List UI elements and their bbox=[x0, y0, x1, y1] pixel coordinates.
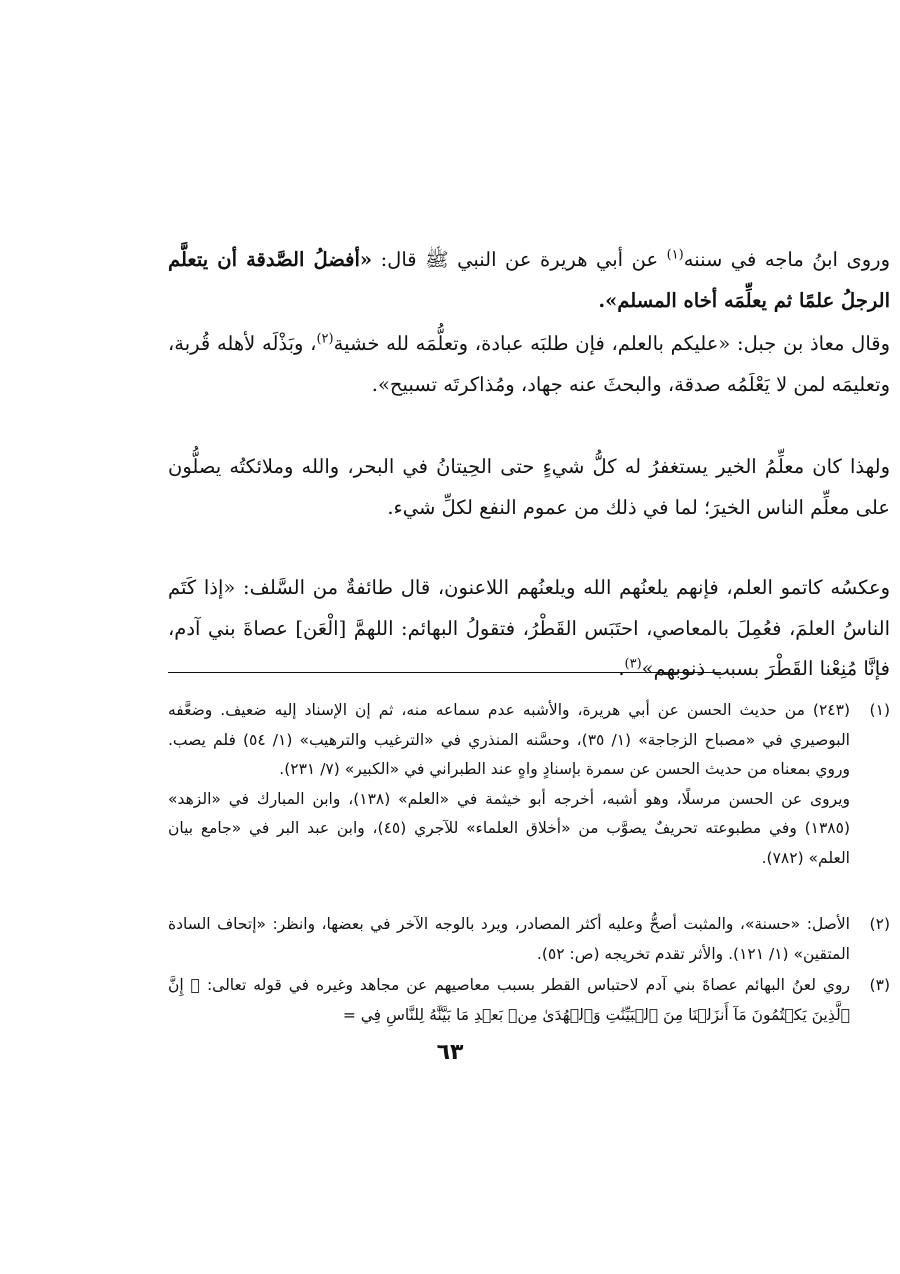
paragraph-muadh bbox=[168, 324, 890, 405]
footnote-3 bbox=[168, 971, 890, 1030]
footnote-divider bbox=[168, 672, 721, 673]
footnote-number: (١) bbox=[869, 701, 890, 719]
footnote-text: روي لعنُ البهائم عصاةَ بني آدم لاحتباس القطر بسبب معاصيهم عن مجاهد وغيره في قوله تعالى: ﴿ إِنَّ ٱلَّذِينَ يَكۡتُمُونَ مَآ أَنزَلۡنَا مِنَ ٱلۡبَيِّنَٰتِ وَٱلۡهُدَىٰ مِنۢ بَعۡدِ مَا بَيَّنَّٰهُ لِلنَّاسِ فِي = bbox=[168, 976, 850, 1024]
hadith-quote: «أفضلُ الصَّدقة أن يتعلَّم الرجلُ علمًا ثم يعلِّمَه أخاه المسلم». bbox=[168, 248, 890, 312]
paragraph-text: وعكسُه كاتمو العلم، فإنهم يلعنُهم الله ويلعنُهم اللاعنون، قال طائفةٌ من السَّلف: «إذا كَتَم الناسُ العلمَ، فعُمِلَ بالمعاصي، احتَبَس القَطْرُ، فتقولُ البهائم: اللهمَّ [الْعَن] عصاةَ بني آدم، فإنَّا مُنِعْنا القَطْرَ بسبب ذنوبهم» bbox=[168, 576, 890, 680]
paragraph-text: . bbox=[618, 657, 625, 680]
footnote-2 bbox=[168, 910, 890, 969]
footnote-1 bbox=[168, 696, 890, 873]
footnote-text: الأصل: «حسنة»، والمثبت أصحُّ وعليه أكثر المصادر، ويرد بالوجه الآخر في بعضها، وانظر: «إتحاف السادة المتقين» (١/ ١٢١). والأثر تقدم تخريجه (ص: ٥٢). bbox=[168, 915, 850, 963]
footnote-number: (٣) bbox=[869, 976, 890, 994]
paragraph-text: ، وبَذْلَه لأهله قُربة، وتعليمَه لمن لا يَعْلَمُه صدقة، والبحثَ عنه جهاد، ومُذاكرتَه تسبيح». bbox=[168, 332, 890, 396]
footnote-text: ويروى عن الحسن مرسلًا، وهو أشبه، أخرجه أبو خيثمة في «العلم» (١٣٨)، وابن المبارك في «الزهد» (١٣٨٥) وفي مطبوعته تحريفٌ يصوَّب من «أخلاق العلماء» للآجري (٤٥)، وابن عبد البر في «جامع بيان العلم» (٧٨٢). bbox=[168, 789, 850, 867]
paragraph-ibn-majah bbox=[168, 240, 890, 321]
paragraph-text: وروى ابنُ ماجه في سننه bbox=[683, 248, 890, 271]
footnote-ref-2: (٢) bbox=[316, 331, 334, 347]
paragraph-text: وقال معاذ بن جبل: «عليكم بالعلم، فإن طلبَه عبادة، وتعلُّمَه لله خشية bbox=[333, 332, 890, 355]
paragraph-text: عن أبي هريرة عن النبي ﷺ قال: bbox=[372, 248, 667, 271]
footnote-number: (٢) bbox=[869, 915, 890, 933]
footnote-ref-1: (١) bbox=[666, 247, 684, 263]
paragraph-teacher-of-good: ولهذا كان معلِّمُ الخير يستغفرُ له كلُّ شيءٍ حتى الحِيتانُ في البحر، والله وملائكتُه يصلُّون على معلِّم الناس الخيرَ؛ لما في ذلك من عموم النفع لكلِّ شيء. bbox=[168, 455, 890, 519]
page-number: ٦٣ bbox=[436, 1040, 464, 1065]
footnote-text: (٢٤٣) من حديث الحسن عن أبي هريرة، والأشبه عدم سماعه منه، ثم إن الإسناد إليه ضعيف. وضعَّفه البوصيري في «مصباح الزجاجة» (١/ ٣٥)، وحسَّنه المنذري في «الترغيب والترهيب» (١/ ٥٤) فلم يصب. وروي بمعناه من حديث الحسن عن سمرة بإسنادٍ واهٍ عند الطبراني في «الكبير» (٧/ ٢٣١). bbox=[168, 701, 850, 778]
footnote-ref-3: (٣) bbox=[624, 656, 642, 672]
